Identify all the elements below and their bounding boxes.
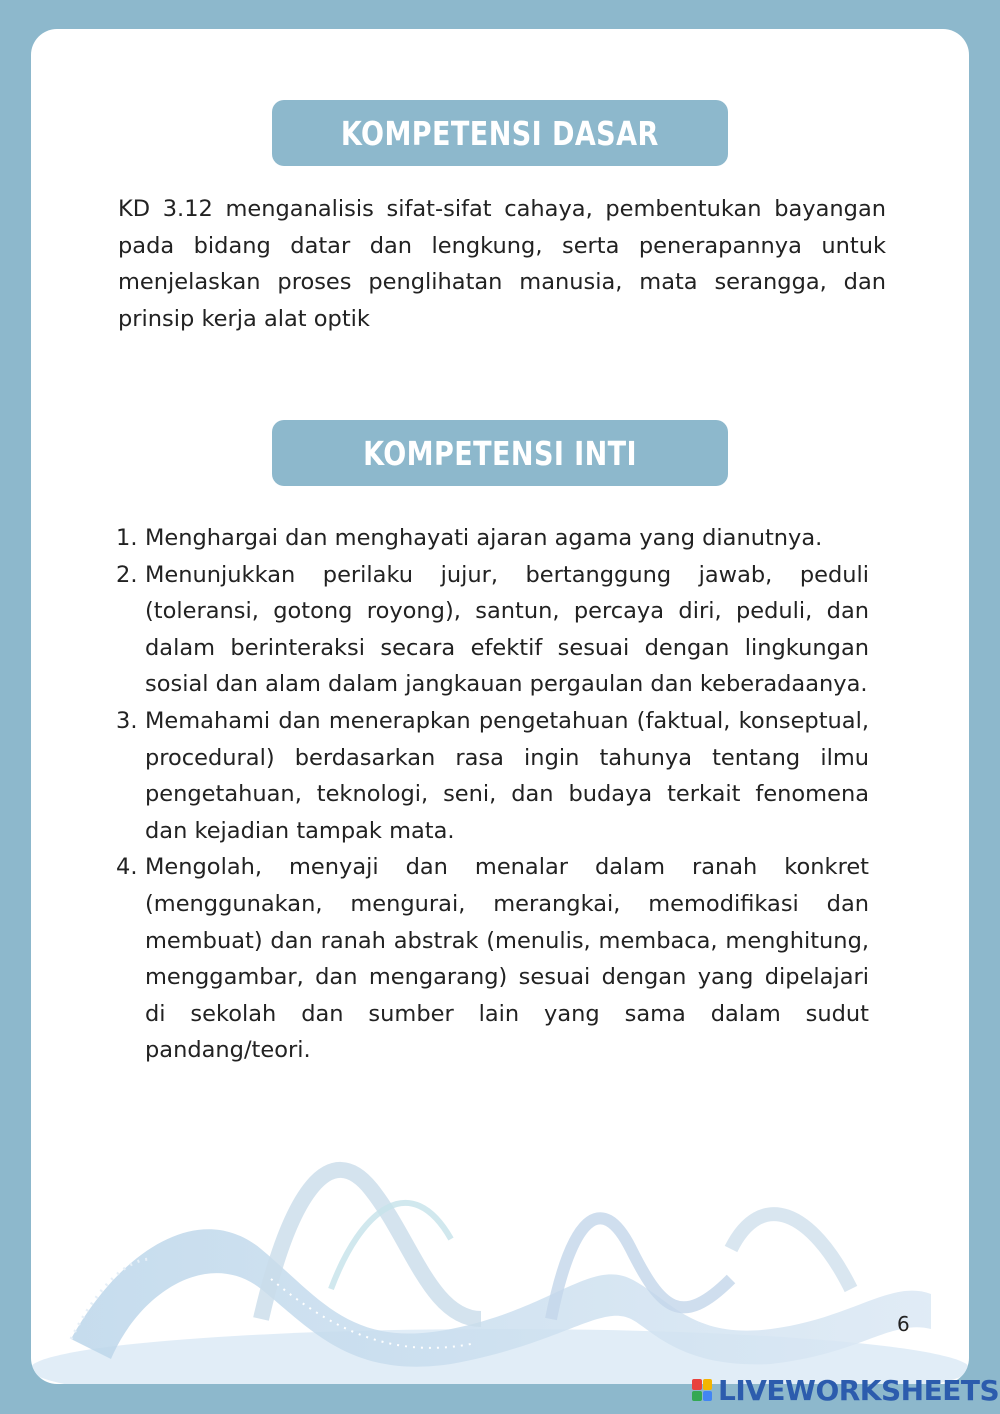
liveworksheets-brand[interactable]	[692, 1373, 1000, 1407]
list-item	[116, 703, 869, 849]
list-item-text: Menghargai dan menghayati ajaran agama yang dianutnya.	[145, 525, 823, 551]
list-item-number: 2.	[116, 561, 138, 588]
list-item-number: 3.	[116, 707, 138, 734]
list-item-number: 1.	[116, 525, 138, 551]
list-item	[116, 557, 869, 703]
list-item	[116, 520, 869, 557]
list-item-text: Menunjukkan perilaku jujur, bertanggung jawab, peduli (toleransi, gotong royong), santun, percaya diri, peduli, dan dalam berinteraksi secara efektif sesuai dengan lingkungan sosial dan alam dalam jangkauan pergaulan dan keberadaanya.	[145, 561, 869, 698]
list-item-text: Mengolah, menyaji dan menalar dalam ranah konkret (menggunakan, mengurai, merangkai, memodifikasi dan membuat) dan ranah abstrak (menulis, membaca, menghitung, menggambar, dan mengarang) sesuai dengan yang dipelajari di sekolah dan sumber lain yang sama dalam sudut pandang/teori.	[145, 854, 869, 1064]
worksheet-page	[31, 29, 969, 1384]
kompetensi-dasar-text: KD 3.12 menganalisis sifat-sifat cahaya, pembentukan bayangan pada bidang datar dan lengkung, serta penerapannya untuk menjelaskan proses penglihatan manusia, mata serangga, dan prinsip kerja alat optik	[118, 196, 886, 332]
page-number: 6	[897, 1312, 910, 1336]
list-item-text: Memahami dan menerapkan pengetahuan (faktual, konseptual, procedural) berdasarkan rasa ingin tahunya tentang ilmu pengetahuan, teknologi, seni, dan budaya terkait fenomena dan kejadian tampak mata.	[145, 707, 869, 844]
liveworksheets-logo-icon	[692, 1379, 712, 1401]
kompetensi-dasar-heading	[272, 100, 728, 166]
list-item	[116, 849, 869, 1069]
kompetensi-inti-list	[116, 520, 869, 1069]
kompetensi-dasar-heading-text: KOMPETENSI DASAR	[341, 113, 659, 153]
wave-decoration	[31, 1129, 969, 1384]
list-item-number: 4.	[116, 854, 138, 881]
brand-name: LIVEWORKSHEETS	[718, 1373, 1000, 1407]
kompetensi-inti-heading	[272, 420, 728, 486]
kompetensi-inti-heading-text: KOMPETENSI INTI	[363, 433, 637, 473]
